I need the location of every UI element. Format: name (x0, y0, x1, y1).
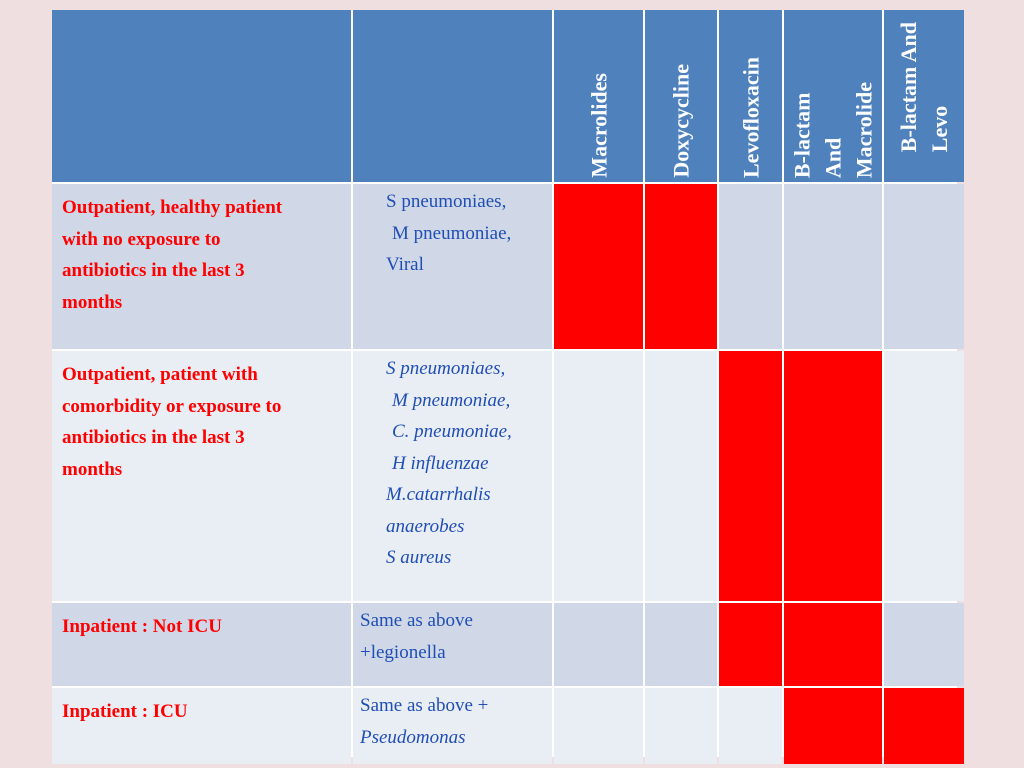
mark-cell (554, 351, 643, 601)
header-blactam-macrolide (784, 10, 882, 182)
mark-cell (884, 603, 964, 686)
header-empty-pathogens (353, 10, 552, 182)
pathogen-line: S aureus (386, 547, 452, 568)
antibiotic-table (52, 10, 957, 757)
header-blactam-levo (884, 10, 964, 182)
mark-cell (884, 351, 964, 601)
mark-cell (554, 688, 643, 764)
header-blactam-levo-line: B-lactam And (896, 21, 921, 152)
label-line: Outpatient, patient with (62, 364, 258, 385)
mark-cell (719, 184, 782, 349)
pathogen-line: anaerobes (386, 515, 465, 537)
row-label-text: Inpatient : Not ICU (62, 616, 222, 637)
label-line: antibiotics in the last 3 (62, 427, 245, 448)
header-levofloxacin-text: Levofloxacin (738, 57, 763, 178)
mark-cell (645, 688, 717, 764)
pathogen-line: Viral (386, 254, 424, 275)
row-label-text: Inpatient : ICU (62, 701, 188, 722)
header-blactam-levo-line: Levo (927, 105, 952, 152)
row-label-outpatient-healthy (52, 184, 351, 349)
pathogen-line: H influenzae (392, 452, 489, 474)
label-line: antibiotics in the last 3 (62, 260, 245, 281)
mark-cell (884, 184, 964, 349)
row-label-inpatient-icu (52, 688, 351, 764)
row-pathogens-inpatient-icu (353, 688, 552, 764)
pathogen-line: M.catarrhalis (386, 484, 491, 505)
pathogen-line: Same as above (360, 610, 473, 631)
pathogen-list (353, 603, 552, 668)
row-label-text (52, 351, 351, 485)
header-empty-label (52, 10, 351, 182)
pathogen-list (353, 184, 552, 281)
header-levofloxacin (719, 10, 782, 182)
mark-cell (645, 351, 717, 601)
recommended-mark-cell (884, 688, 964, 764)
label-line: comorbidity or exposure to (62, 395, 282, 417)
recommended-mark-cell (784, 603, 882, 686)
recommended-mark-cell (719, 351, 782, 601)
row-label-text (52, 184, 351, 318)
row-pathogens-inpatient-not-icu (353, 603, 552, 686)
pathogen-line: Pseudomonas (360, 726, 466, 748)
row-label-inpatient-not-icu (52, 603, 351, 686)
header-macrolides-text: Macrolides (586, 73, 611, 178)
recommended-mark-cell (784, 688, 882, 764)
header-blactam-macrolide-line: And (820, 137, 846, 178)
pathogen-line: M pneumoniae, (392, 222, 512, 244)
header-blactam-macrolide-line: B-lactam (789, 92, 815, 178)
pathogen-line: S pneumoniaes, (386, 191, 507, 212)
header-blactam-levo-text (893, 22, 955, 152)
recommended-mark-cell (645, 184, 717, 349)
pathogen-line: S pneumoniaes, (386, 358, 506, 379)
mark-cell (784, 184, 882, 349)
header-blactam-macrolide-line: Macrolide (851, 81, 877, 178)
pathogen-list (353, 351, 552, 574)
label-line: with no exposure to (62, 228, 221, 250)
header-doxycycline-text: Doxycycline (668, 64, 694, 178)
pathogen-list (353, 688, 552, 753)
label-line: Outpatient, healthy patient (62, 197, 283, 218)
recommended-mark-cell (554, 184, 643, 349)
header-macrolides (554, 10, 643, 182)
pathogen-line: C. pneumoniae, (392, 421, 512, 442)
mark-cell (645, 603, 717, 686)
pathogen-line: M pneumoniae, (392, 389, 511, 411)
label-line: months (62, 291, 123, 313)
mark-cell (554, 603, 643, 686)
header-blactam-macrolide-text (787, 82, 880, 178)
header-doxycycline (645, 10, 717, 182)
row-pathogens-outpatient-healthy (353, 184, 552, 349)
row-label-outpatient-comorbidity (52, 351, 351, 601)
label-line: months (62, 458, 123, 480)
pathogen-line: Same as above + (360, 695, 489, 716)
recommended-mark-cell (784, 351, 882, 601)
mark-cell (719, 688, 782, 764)
recommended-mark-cell (719, 603, 782, 686)
pathogen-line: +legionella (360, 641, 446, 663)
row-pathogens-outpatient-comorbidity (353, 351, 552, 601)
